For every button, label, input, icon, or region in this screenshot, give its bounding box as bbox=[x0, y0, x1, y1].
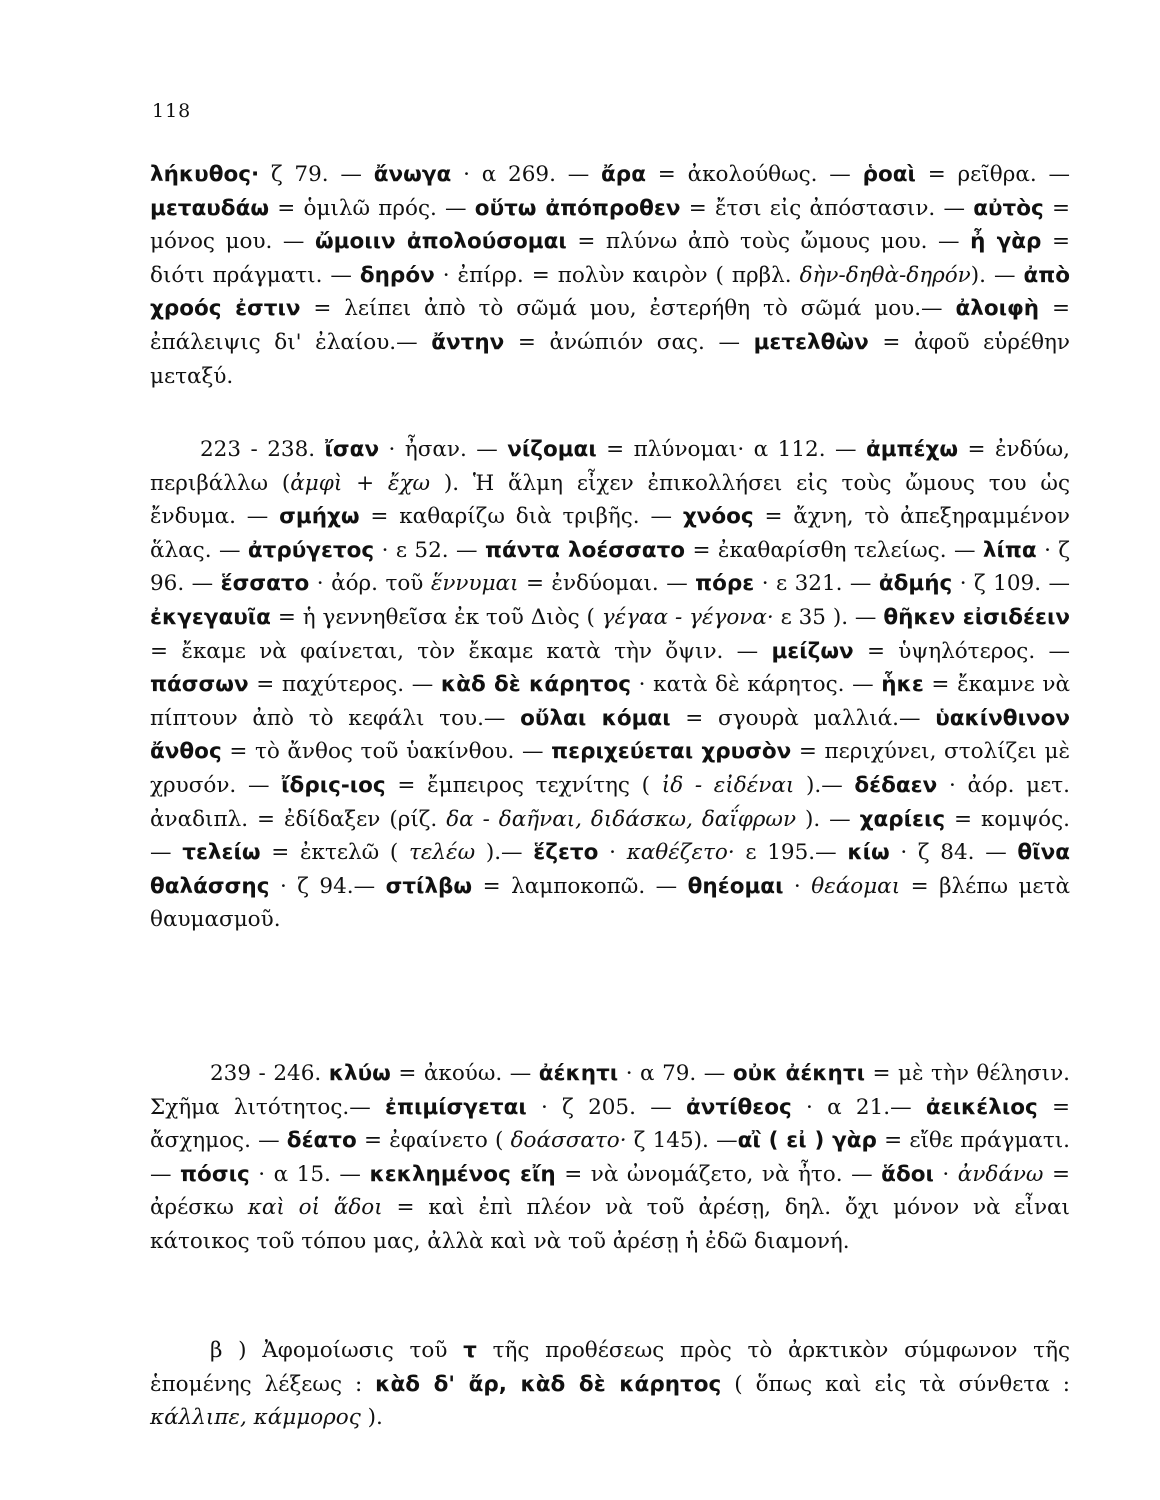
headword: ἴσαν bbox=[324, 437, 380, 462]
headword: θηέομαι bbox=[687, 873, 784, 899]
headword: ἅδοι bbox=[881, 1161, 934, 1187]
text-run: = ἔτσι εἰς ἀπόστασιν. — bbox=[680, 195, 974, 221]
text-run: = διότι πράγματι. — bbox=[150, 229, 1070, 288]
headword: δέατο bbox=[286, 1128, 357, 1154]
headword: κίω bbox=[847, 840, 890, 866]
text-run: ). bbox=[360, 1405, 383, 1431]
text-run: = ἐκτελῶ ( bbox=[260, 840, 409, 866]
text-run: · α 79. — bbox=[618, 1061, 733, 1086]
text-run: = κομψός. — bbox=[150, 806, 1070, 866]
headword: πόσις bbox=[180, 1161, 250, 1187]
headword: περιχεύεται χρυσὸν bbox=[551, 739, 792, 765]
text-run: · ἀόρ. τοῦ bbox=[309, 571, 431, 597]
text-run: = καθαρίζω διὰ τριβῆς. — bbox=[359, 504, 683, 530]
headword: ἕζετο bbox=[533, 840, 599, 866]
headword: αἲ ( εἰ ) γὰρ bbox=[737, 1128, 877, 1154]
text-run: = ἐφαίνετο ( bbox=[356, 1128, 511, 1154]
paragraph bbox=[150, 433, 1070, 937]
italic-text: δοάσσατο· bbox=[510, 1128, 627, 1154]
text-run: · α 15. — bbox=[249, 1161, 370, 1187]
italic-text: ἀμφὶ + ἔχω bbox=[290, 470, 431, 496]
headword: νίζομαι bbox=[507, 437, 597, 462]
headword: ἐκγεγαυῖα bbox=[150, 604, 271, 630]
headword: ἐπιμίσγεται bbox=[385, 1094, 527, 1120]
headword: θῖνα θαλάσσης bbox=[150, 840, 1070, 899]
italic-text: καὶ οἱ ἅδοι bbox=[247, 1195, 383, 1221]
text-run: = καὶ ἐπὶ πλέον νὰ τοῦ ἀρέσῃ, δηλ. ὄχι μόνον νὰ εἶναι κάτοικος τοῦ τόπου μας, ἀλλὰ καὶ νὰ τοῦ ἀρέσῃ ἡ ἐδῶ διαμονή. bbox=[150, 1195, 1070, 1254]
text-run: = τὸ ἄνθος τοῦ ὑακίνθου. — bbox=[221, 739, 552, 765]
text-run: ). — bbox=[970, 262, 1024, 288]
headword: πάντα λοέσσατο bbox=[484, 537, 686, 563]
headword: ὑακίνθινον ἄνθος bbox=[150, 705, 1071, 765]
headword: ἀλοιφὴ bbox=[955, 296, 1040, 322]
headword: τ bbox=[463, 1338, 477, 1363]
headword: πόρε bbox=[695, 571, 755, 597]
text-run: ( ὅπως καὶ εἰς τὰ σύνθετα : bbox=[721, 1371, 1070, 1397]
italic-text: καθέζετο· bbox=[626, 840, 735, 866]
italic-text: θεάομαι bbox=[811, 873, 901, 899]
text-run: · bbox=[783, 873, 812, 899]
text-run: = ἔκαμε νὰ φαίνεται, τὸν ἔκαμε κατὰ τὴν ὄψιν. — bbox=[150, 638, 772, 664]
text-run: = λείπει ἀπὸ τὸ σῶμά μου, ἐστερήθη τὸ σῶμά μου.— bbox=[300, 296, 956, 322]
headword: κεκλημένος εἴη bbox=[369, 1161, 556, 1187]
headword: τελείω bbox=[182, 840, 261, 866]
italic-text: τελέω bbox=[408, 840, 476, 866]
text-run: = ὑψηλότερος. — bbox=[853, 638, 1070, 664]
text-run: = παχύτερος. — bbox=[248, 672, 441, 698]
headword: οὕτω ἀπόπροθεν bbox=[474, 195, 681, 221]
headword: σμήχω bbox=[279, 504, 360, 530]
text-run: 223 - 238. bbox=[200, 437, 325, 462]
text-run: · ἐπίρρ. = πολὺν καιρὸν ( πρβλ. bbox=[434, 262, 800, 288]
headword: μεταυδάω bbox=[150, 195, 270, 221]
paragraph bbox=[150, 158, 1070, 393]
headword: ἄρα bbox=[601, 162, 646, 187]
headword: ἴδρις-ιος bbox=[281, 772, 386, 798]
headword: λήκυθος· bbox=[150, 162, 260, 187]
italic-text: ἀνδάνω bbox=[957, 1161, 1044, 1187]
text-run: = μὲ τὴν θέλησιν. Σχῆμα λιτότητος.— bbox=[150, 1061, 1071, 1120]
headword: θῆκεν εἰσιδέειν bbox=[883, 604, 1071, 630]
headword: ἀντίθεος bbox=[685, 1094, 792, 1120]
text-run: · κατὰ δὲ κάρητος. — bbox=[631, 672, 882, 698]
text-run: · ἀόρ. μετ. ἀναδιπλ. = ἐδίδαξεν (ρίζ. bbox=[150, 772, 1071, 832]
headword: αὐτὸς bbox=[973, 195, 1044, 221]
text-run: = νὰ ὠνομάζετο, νὰ ἦτο. — bbox=[555, 1161, 882, 1187]
text-run: = ἐνδύομαι. — bbox=[518, 571, 696, 597]
text-run: = ἄσχημος. — bbox=[150, 1094, 1070, 1154]
headword: ἧκε bbox=[881, 672, 924, 698]
text-run: · ζ 96. — bbox=[150, 537, 1070, 597]
italic-text: ἕννυμαι bbox=[430, 571, 519, 597]
headword: ἕσσατο bbox=[220, 571, 310, 597]
headword: ἀπὸ χροός ἐστιν bbox=[150, 262, 1071, 322]
text-run: = ἀκολούθως. — bbox=[645, 162, 863, 187]
paragraph bbox=[150, 1334, 1070, 1435]
headword: οὔλαι κόμαι bbox=[520, 705, 671, 731]
text-run: · ζ 94.— bbox=[269, 873, 386, 899]
text-run: = βλέπω μετὰ θαυμασμοῦ. bbox=[150, 873, 1070, 933]
text-run: = ἄχνη, τὸ ἀπεξηραμμένον ἅλας. — bbox=[150, 504, 1070, 563]
text-run: ζ 79. — bbox=[259, 162, 374, 187]
headword: ἦ γὰρ bbox=[970, 229, 1042, 255]
headword: ἄνωγα bbox=[373, 162, 452, 187]
headword: μείζων bbox=[771, 638, 854, 664]
text-run: · α 269. — bbox=[451, 162, 602, 187]
text-run: ζ 145). — bbox=[626, 1128, 738, 1154]
text-run: ε 35 ). — bbox=[773, 604, 884, 630]
text-run: 239 - 246. bbox=[210, 1061, 329, 1086]
headword: κὰδ δ' ἄρ, κὰδ δὲ κάρητος bbox=[375, 1371, 722, 1397]
text-run: · ἦσαν. — bbox=[379, 437, 508, 462]
text-run: = λαμποκοπῶ. — bbox=[472, 873, 688, 899]
headword: λίπα bbox=[982, 537, 1037, 563]
headword: ῥοαὶ bbox=[862, 162, 916, 187]
headword: ἄντην bbox=[431, 329, 505, 355]
text-run: = μόνος μου. — bbox=[150, 195, 1070, 255]
headword: ἀέκητι bbox=[538, 1061, 619, 1086]
text-run: = ρεῖθρα. — bbox=[915, 162, 1070, 187]
text-run: = πλύνομαι· α 112. — bbox=[596, 437, 866, 462]
headword: ἀδμής bbox=[878, 571, 953, 597]
text-run: ε 195.— bbox=[734, 840, 848, 866]
headword: χαρίεις bbox=[859, 806, 946, 832]
italic-text: δὴν-δηθὰ-δηρόν bbox=[799, 262, 971, 288]
text-run: = πλύνω ἀπὸ τοὺς ὤμους μου. — bbox=[566, 229, 971, 255]
text-run: β ) Ἀφομοίωσις τοῦ bbox=[210, 1338, 464, 1363]
text-run: · ζ 109. — bbox=[952, 571, 1070, 597]
headword: πάσσων bbox=[150, 672, 249, 698]
text-run: = ἀρέσκω bbox=[150, 1161, 1071, 1221]
text-run: · ζ 205. — bbox=[526, 1094, 686, 1120]
text-run: · ε 321. — bbox=[754, 571, 879, 597]
text-run: = σγουρὰ μαλλιά.— bbox=[670, 705, 936, 731]
headword: ὤμοιιν ἀπολούσομαι bbox=[314, 229, 567, 255]
text-run: = ἡ γεννηθεῖσα ἐκ τοῦ Διὸς ( bbox=[270, 604, 602, 630]
italic-text: δα - δαῆναι, διδάσκω, δαΐφρων bbox=[446, 806, 797, 832]
headword: χνόος bbox=[682, 504, 754, 530]
text-run: = ἀνώπιόν σας. — bbox=[504, 329, 754, 355]
italic-text: κάλλιπε, κάμμορος bbox=[150, 1405, 361, 1431]
headword: ἀμπέχω bbox=[865, 437, 959, 462]
italic-text: γέγαα - γέγονα· bbox=[601, 604, 774, 630]
text-run: = περιχύνει, στολίζει μὲ χρυσόν. — bbox=[150, 739, 1070, 798]
text-run: = ὁμιλῶ πρός. — bbox=[269, 195, 475, 221]
text-run: = ἀφοῦ εὑρέθην μεταξύ. bbox=[150, 329, 1070, 389]
text-run: = ἔκαμνε νὰ πίπτουν ἀπὸ τὸ κεφάλι του.— bbox=[150, 672, 1070, 731]
text-run: ).— bbox=[794, 772, 855, 798]
headword: μετελθὼν bbox=[753, 329, 869, 355]
text-run: · α 21.— bbox=[791, 1094, 926, 1120]
headword: κὰδ δὲ κάρητος bbox=[440, 672, 632, 698]
text-run: = ἐπάλειψις δι' ἐλαίου.— bbox=[150, 296, 1070, 355]
text-run: = ἀκούω. — bbox=[390, 1061, 539, 1086]
headword: κλύω bbox=[328, 1061, 391, 1086]
text-run: = ἐνδύω, περιβάλλω ( bbox=[150, 437, 1070, 496]
text-run: = εἴθε πράγματι. — bbox=[150, 1128, 1070, 1187]
text-run: ). — bbox=[796, 806, 860, 832]
text-run: = ἔμπειρος τεχνίτης ( bbox=[385, 772, 662, 798]
text-run: = ἐκαθαρίσθη τελείως. — bbox=[685, 537, 983, 563]
text-run: τῆς προθέσεως πρὸς τὸ ἀρκτικὸν σύμφωνον τῆς ἑπομένης λέξεως : bbox=[150, 1338, 1070, 1397]
headword: δέδαεν bbox=[854, 772, 938, 798]
italic-text: ἰδ - εἰδέναι bbox=[661, 772, 795, 798]
headword: οὐκ ἀέκητι bbox=[732, 1061, 865, 1086]
page-number: 118 bbox=[152, 100, 192, 122]
text-run: · ε 52. — bbox=[374, 537, 485, 563]
headword: στίλβω bbox=[385, 873, 473, 899]
paragraph bbox=[150, 1057, 1070, 1259]
text-run: · ζ 84. — bbox=[889, 840, 1018, 866]
text-run: ).— bbox=[475, 840, 534, 866]
headword: δηρόν bbox=[359, 262, 435, 288]
text-run: · bbox=[933, 1161, 958, 1187]
text-run: ). Ἡ ἅλμη εἶχεν ἐπικολλήσει εἰς τοὺς ὤμους του ὡς ἔνδυμα. — bbox=[150, 470, 1070, 530]
headword: ἀτρύγετος bbox=[247, 537, 375, 563]
headword: ἀεικέλιος bbox=[925, 1094, 1038, 1120]
text-run: · bbox=[598, 840, 627, 866]
